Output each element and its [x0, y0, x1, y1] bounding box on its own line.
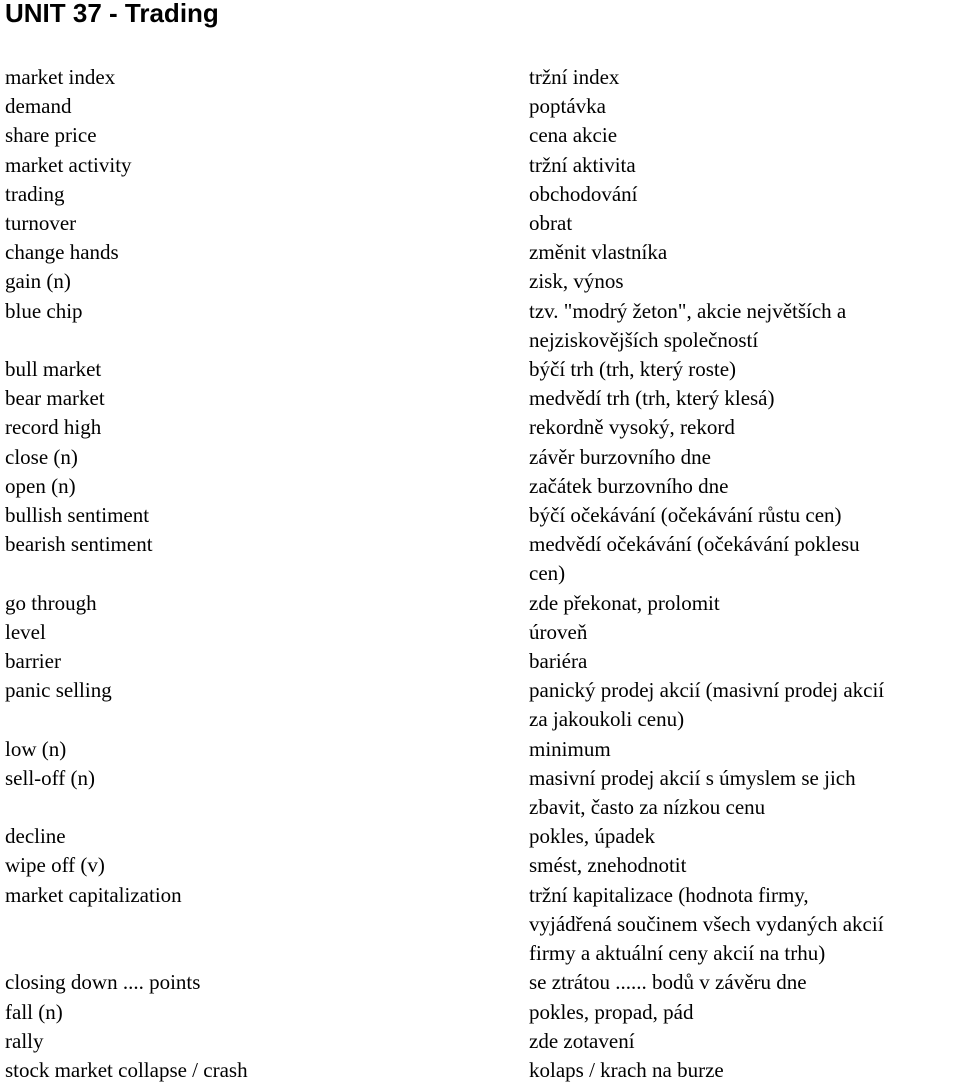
english-term: decline	[5, 824, 66, 849]
vocabulary-entry	[0, 618, 960, 647]
english-term: barrier	[5, 649, 61, 674]
vocabulary-entry	[0, 851, 960, 880]
translation-line: rekordně vysoký, rekord	[529, 415, 735, 440]
vocabulary-entry	[0, 267, 960, 296]
czech-translation	[524, 413, 960, 442]
czech-translation	[524, 968, 960, 997]
english-term: wipe off (v)	[5, 853, 105, 878]
vocabulary-entry	[0, 822, 960, 851]
vocabulary-entry	[0, 355, 960, 384]
czech-translation	[524, 1056, 960, 1085]
translation-line: za jakoukoli cenu)	[529, 707, 685, 732]
czech-translation	[524, 822, 960, 851]
czech-translation	[524, 384, 960, 413]
translation-line: úroveň	[529, 619, 588, 644]
translation-line: tržní aktivita	[529, 152, 636, 177]
vocabulary-entry	[0, 151, 960, 180]
czech-translation	[524, 180, 960, 209]
vocabulary-entry	[0, 1027, 960, 1056]
czech-translation	[524, 998, 960, 1027]
vocabulary-entry	[0, 180, 960, 209]
english-term: market activity	[5, 152, 132, 177]
translation-line: tržní kapitalizace (hodnota firmy,	[529, 882, 809, 907]
translation-line: panický prodej akcií (masivní prodej akcií	[529, 678, 885, 703]
translation-line: začátek burzovního dne	[529, 473, 729, 498]
czech-translation	[524, 267, 960, 296]
english-term: market capitalization	[5, 882, 182, 907]
english-term: demand	[5, 94, 72, 119]
translation-line: pokles, propad, pád	[529, 999, 694, 1024]
translation-line: býčí trh (trh, který roste)	[529, 357, 737, 382]
czech-translation	[524, 443, 960, 472]
czech-translation	[524, 297, 960, 355]
translation-line: zde zotavení	[529, 1028, 635, 1053]
english-term: sell-off (n)	[5, 765, 95, 790]
czech-translation	[524, 209, 960, 238]
translation-line: obchodování	[529, 181, 638, 206]
translation-line: závěr burzovního dne	[529, 444, 711, 469]
translation-line: tzv. "modrý žeton", akcie největších a	[529, 298, 847, 323]
translation-line: pokles, úpadek	[529, 824, 655, 849]
english-term: go through	[5, 590, 97, 615]
vocabulary-entry	[0, 413, 960, 442]
czech-translation	[524, 121, 960, 150]
czech-translation	[524, 676, 960, 734]
english-term: closing down .... points	[5, 970, 201, 995]
vocabulary-entry	[0, 384, 960, 413]
translation-line: zbavit, často za nízkou cenu	[529, 795, 766, 820]
czech-translation	[524, 501, 960, 530]
english-term: turnover	[5, 211, 77, 236]
translation-line: kolaps / krach na burze	[529, 1057, 724, 1082]
translation-line: zisk, výnos	[529, 269, 624, 294]
page-title: UNIT 37 - Trading	[5, 0, 219, 28]
english-term: gain (n)	[5, 269, 71, 294]
translation-line: změnit vlastníka	[529, 240, 668, 265]
vocabulary-entry	[0, 764, 960, 822]
translation-line: medvědí trh (trh, který klesá)	[529, 386, 775, 411]
english-term: bull market	[5, 357, 102, 382]
translation-line: masivní prodej akcií s úmyslem se jich	[529, 765, 856, 790]
vocabulary-entry	[0, 472, 960, 501]
czech-translation	[524, 589, 960, 618]
vocabulary-entry	[0, 1056, 960, 1085]
english-term: trading	[5, 181, 65, 206]
vocabulary-list	[0, 63, 960, 1085]
czech-translation	[524, 92, 960, 121]
vocabulary-entry	[0, 998, 960, 1027]
translation-line: nejziskovějších společností	[529, 327, 759, 352]
vocabulary-entry	[0, 121, 960, 150]
english-term: change hands	[5, 240, 119, 265]
vocabulary-entry	[0, 209, 960, 238]
translation-line: medvědí očekávání (očekávání poklesu	[529, 532, 860, 557]
vocabulary-entry	[0, 238, 960, 267]
vocabulary-entry	[0, 647, 960, 676]
czech-translation	[524, 63, 960, 92]
english-term: close (n)	[5, 444, 78, 469]
english-term: bullish sentiment	[5, 503, 150, 528]
translation-line: cen)	[529, 561, 566, 586]
english-term: record high	[5, 415, 102, 440]
vocabulary-entry	[0, 676, 960, 734]
translation-line: poptávka	[529, 94, 606, 119]
czech-translation	[524, 530, 960, 588]
czech-translation	[524, 618, 960, 647]
czech-translation	[524, 238, 960, 267]
english-term: level	[5, 619, 46, 644]
english-term: market index	[5, 65, 116, 89]
translation-line: obrat	[529, 211, 573, 236]
czech-translation	[524, 355, 960, 384]
vocabulary-entry	[0, 735, 960, 764]
translation-line: smést, znehodnotit	[529, 853, 687, 878]
vocabulary-entry	[0, 589, 960, 618]
vocabulary-entry	[0, 881, 960, 969]
english-term: rally	[5, 1028, 44, 1053]
english-term: bearish sentiment	[5, 532, 153, 557]
translation-line: cena akcie	[529, 123, 618, 148]
czech-translation	[524, 735, 960, 764]
translation-line: minimum	[529, 736, 611, 761]
english-term: open (n)	[5, 473, 76, 498]
vocabulary-entry	[0, 443, 960, 472]
czech-translation	[524, 1027, 960, 1056]
translation-line: tržní index	[529, 65, 620, 89]
translation-line: se ztrátou ...... bodů v závěru dne	[529, 970, 807, 995]
vocabulary-entry	[0, 968, 960, 997]
czech-translation	[524, 647, 960, 676]
czech-translation	[524, 881, 960, 969]
vocabulary-entry	[0, 92, 960, 121]
translation-line: bariéra	[529, 649, 588, 674]
english-term: panic selling	[5, 678, 112, 703]
translation-line: firmy a aktuální ceny akcií na trhu)	[529, 941, 826, 966]
vocabulary-entry	[0, 501, 960, 530]
czech-translation	[524, 472, 960, 501]
english-term: fall (n)	[5, 999, 63, 1024]
english-term: stock market collapse / crash	[5, 1057, 248, 1082]
czech-translation	[524, 764, 960, 822]
czech-translation	[524, 851, 960, 880]
translation-line: vyjádřená součinem všech vydaných akcií	[529, 911, 884, 936]
translation-line: zde překonat, prolomit	[529, 590, 720, 615]
vocabulary-entry	[0, 63, 960, 92]
vocabulary-entry	[0, 530, 960, 588]
translation-line: býčí očekávání (očekávání růstu cen)	[529, 503, 842, 528]
vocabulary-entry	[0, 297, 960, 355]
czech-translation	[524, 151, 960, 180]
english-term: bear market	[5, 386, 105, 411]
english-term: low (n)	[5, 736, 67, 761]
english-term: share price	[5, 123, 97, 148]
english-term: blue chip	[5, 298, 83, 323]
